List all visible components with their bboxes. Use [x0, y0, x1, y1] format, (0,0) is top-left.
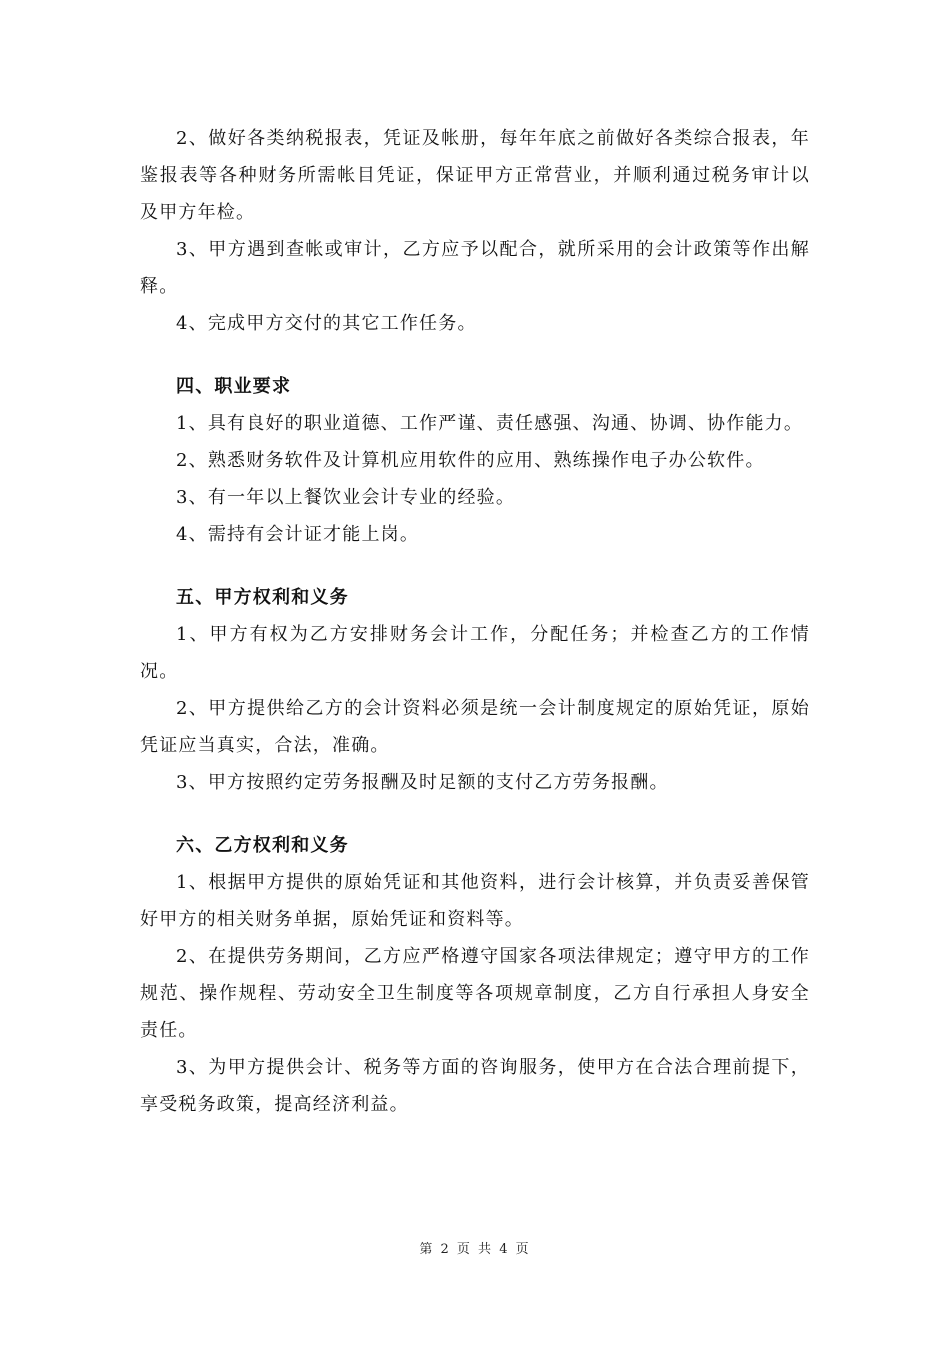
paragraph-5-1: 1、甲方有权为乙方安排财务会计工作，分配任务；并检查乙方的工作情况。 — [140, 624, 810, 682]
paragraph-4-4: 4、需持有会计证才能上岗。 — [176, 524, 420, 545]
paragraph-6-3: 3、为甲方提供会计、税务等方面的咨询服务，使甲方在合法合理前提下，享受税务政策，提高经济利益。 — [140, 1057, 810, 1115]
paragraph-4-1: 1、具有良好的职业道德、工作严谨、责任感强、沟通、协调、协作能力。 — [176, 413, 804, 434]
section-6-heading: 六、乙方权利和义务 — [176, 835, 349, 856]
section-gap — [140, 553, 810, 579]
paragraph-3-3: 3、甲方遇到查帐或审计，乙方应予以配合，就所采用的会计政策等作出解释。 — [140, 239, 810, 297]
paragraph-5-3: 3、甲方按照约定劳务报酬及时足额的支付乙方劳务报酬。 — [176, 772, 669, 793]
document-page — [140, 120, 810, 1123]
paragraph-3-2: 2、做好各类纳税报表，凭证及帐册，每年年底之前做好各类综合报表，年鉴报表等各种财务所需帐目凭证，保证甲方正常营业，并顺利通过税务审计以及甲方年检。 — [140, 128, 810, 223]
paragraph-4-3: 3、有一年以上餐饮业会计专业的经验。 — [176, 487, 516, 508]
section-gap — [140, 801, 810, 827]
section-5-heading: 五、甲方权利和义务 — [176, 587, 349, 608]
paragraph-6-1: 1、根据甲方提供的原始凭证和其他资料，进行会计核算，并负责妥善保管好甲方的相关财务单据，原始凭证和资料等。 — [140, 872, 810, 930]
paragraph-3-4: 4、完成甲方交付的其它工作任务。 — [176, 313, 477, 334]
paragraph-6-2: 2、在提供劳务期间，乙方应严格遵守国家各项法律规定；遵守甲方的工作规范、操作规程、劳动安全卫生制度等各项规章制度，乙方自行承担人身安全责任。 — [140, 946, 810, 1041]
section-gap — [140, 342, 810, 368]
paragraph-4-2: 2、熟悉财务软件及计算机应用软件的应用、熟练操作电子办公软件。 — [176, 450, 765, 471]
section-4-heading: 四、职业要求 — [176, 376, 292, 397]
page-number-footer: 第 2 页 共 4 页 — [419, 1242, 531, 1257]
paragraph-5-2: 2、甲方提供给乙方的会计资料必须是统一会计制度规定的原始凭证，原始凭证应当真实，合法，准确。 — [140, 698, 810, 756]
